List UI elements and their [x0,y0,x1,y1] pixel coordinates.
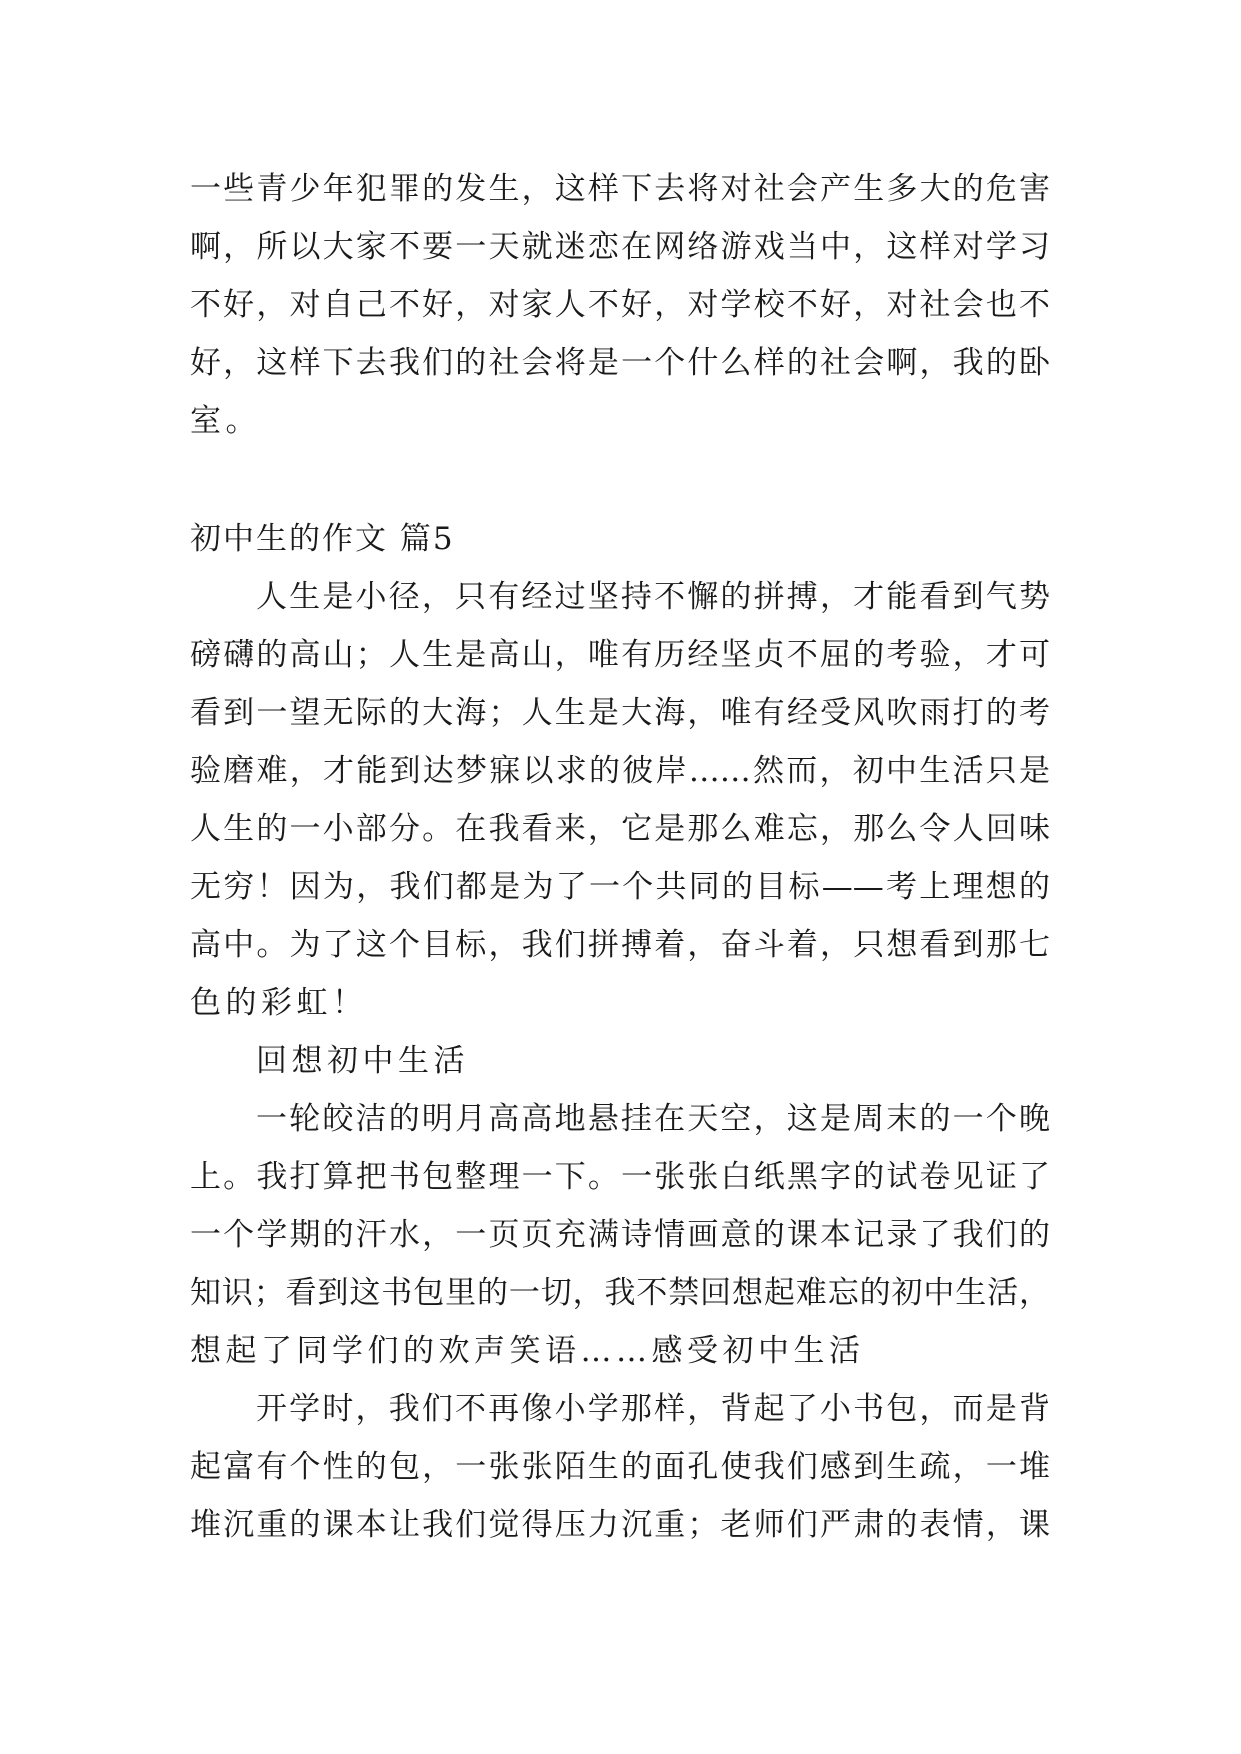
text-line: 磅礴的高山；人生是高山，唯有历经坚贞不屈的考验，才可 [190,637,1050,673]
text-line: 一些青少年犯罪的发生，这样下去将对社会产生多大的危害 [190,171,1050,207]
text-line: 一个学期的汗水，一页页充满诗情画意的课本记录了我们的 [190,1217,1050,1253]
text-line: 人生是小径，只有经过坚持不懈的拼搏，才能看到气势 [256,579,1050,615]
text-line: 开学时，我们不再像小学那样，背起了小书包，而是背 [256,1391,1050,1427]
text-line: 室。 [190,403,261,439]
spacer [190,450,1050,510]
paragraph-life-metaphor [190,568,1050,1032]
paragraph-moonlit-evening [190,1090,1050,1380]
paragraph-crime-and-games [190,160,1050,450]
subheading: 回想初中生活 [256,1043,469,1079]
text-line: 一轮皎洁的明月高高地悬挂在天空，这是周末的一个晚 [256,1101,1050,1137]
document-page [190,160,1050,1554]
text-line: 好，这样下去我们的社会将是一个什么样的社会啊，我的卧 [190,345,1050,381]
text-line: 不好，对自己不好，对家人不好，对学校不好，对社会也不 [190,287,1050,323]
text-line: 知识；看到这书包里的一切，我不禁回想起难忘的初中生活， [190,1275,1050,1311]
text-line: 想起了同学们的欢声笑语……感受初中生活 [190,1333,865,1369]
text-line: 啊，所以大家不要一天就迷恋在网络游戏当中，这样对学习 [190,229,1050,265]
text-line: 看到一望无际的大海；人生是大海，唯有经受风吹雨打的考 [190,695,1050,731]
text-line: 堆沉重的课本让我们觉得压力沉重；老师们严肃的表情，课 [190,1507,1050,1543]
text-line: 验磨难，才能到达梦寐以求的彼岸……然而，初中生活只是 [190,753,1050,789]
text-line: 起富有个性的包，一张张陌生的面孔使我们感到生疏，一堆 [190,1449,1050,1485]
text-line: 高中。为了这个目标，我们拼搏着，奋斗着，只想看到那七 [190,927,1050,963]
text-line: 人生的一小部分。在我看来，它是那么难忘，那么令人回味 [190,811,1050,847]
paragraph-school-start [190,1380,1050,1554]
text-line: 无穷！因为，我们都是为了一个共同的目标——考上理想的 [190,869,1050,905]
text-line: 上。我打算把书包整理一下。一张张白纸黑字的试卷见证了 [190,1159,1050,1195]
text-line: 色的彩虹！ [190,985,368,1021]
section-title: 初中生的作文 篇5 [190,521,455,557]
